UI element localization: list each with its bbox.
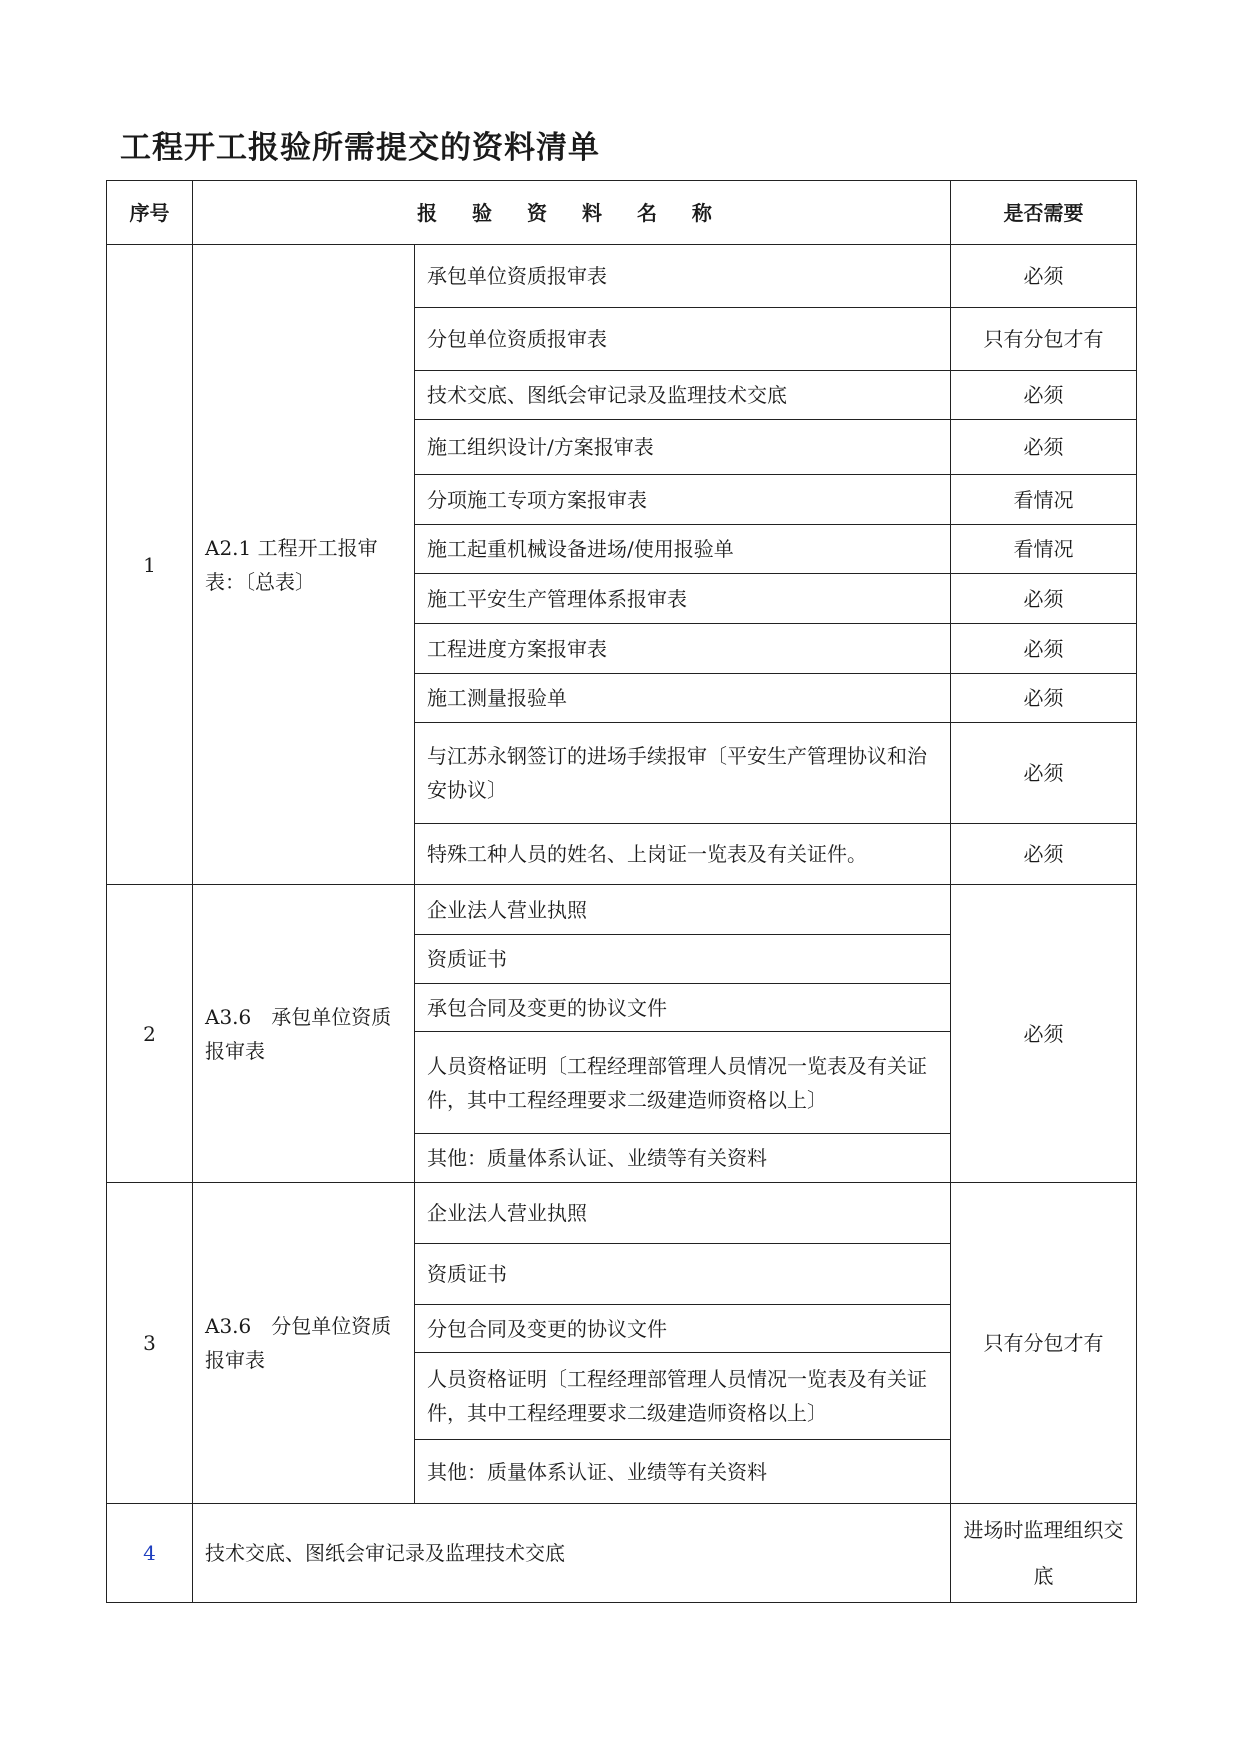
page-title: 工程开工报验所需提交的资料清单 (120, 130, 600, 166)
table-row (107, 885, 1137, 935)
item-name: 分项施工专项方案报审表 (415, 475, 951, 525)
item-required: 只有分包才有 (951, 308, 1137, 371)
item-name: 施工平安生产管理体系报审表 (415, 574, 951, 624)
table-row (107, 1183, 1137, 1244)
group-2-category: A3.6 承包单位资质报审表 (193, 885, 415, 1183)
item-required: 必须 (951, 824, 1137, 885)
table-row (107, 245, 1137, 308)
group-2-seq: 2 (107, 885, 193, 1183)
document-list-table (106, 180, 1137, 1603)
item-required: 看情况 (951, 475, 1137, 525)
item-name: 工程进度方案报审表 (415, 624, 951, 674)
group-4-name: 技术交底、图纸会审记录及监理技术交底 (193, 1504, 951, 1603)
group-4-seq: 4 (107, 1504, 193, 1603)
item-required: 必须 (951, 624, 1137, 674)
header-seq: 序号 (107, 181, 193, 245)
header-required: 是否需要 (951, 181, 1137, 245)
item-required: 必须 (951, 371, 1137, 420)
table-header-row (107, 181, 1137, 245)
group-4-required: 进场时监理组织交底 (951, 1504, 1137, 1603)
header-name: 报 验 资 料 名 称 (193, 181, 951, 245)
item-name: 施工测量报验单 (415, 674, 951, 723)
item-name: 企业法人营业执照 (415, 885, 951, 935)
group-1-category: A2.1 工程开工报审表：〔总表〕 (193, 245, 415, 885)
item-name: 资质证书 (415, 935, 951, 984)
group-2-required: 必须 (951, 885, 1137, 1183)
item-required: 必须 (951, 245, 1137, 308)
item-required: 必须 (951, 723, 1137, 824)
group-3-category: A3.6 分包单位资质报审表 (193, 1183, 415, 1504)
item-required: 必须 (951, 574, 1137, 624)
item-name: 其他：质量体系认证、业绩等有关资料 (415, 1134, 951, 1183)
item-name: 与江苏永钢签订的进场手续报审〔平安生产管理协议和治安协议〕 (415, 723, 951, 824)
item-name: 企业法人营业执照 (415, 1183, 951, 1244)
item-required: 看情况 (951, 525, 1137, 574)
item-name: 技术交底、图纸会审记录及监理技术交底 (415, 371, 951, 420)
item-required: 必须 (951, 420, 1137, 475)
item-name: 施工起重机械设备进场/使用报验单 (415, 525, 951, 574)
item-name: 人员资格证明〔工程经理部管理人员情况一览表及有关证件，其中工程经理要求二级建造师资格以上〕 (415, 1032, 951, 1134)
item-name: 分包合同及变更的协议文件 (415, 1305, 951, 1353)
group-3-seq: 3 (107, 1183, 193, 1504)
item-name: 特殊工种人员的姓名、上岗证一览表及有关证件。 (415, 824, 951, 885)
item-name: 承包合同及变更的协议文件 (415, 984, 951, 1032)
item-name: 人员资格证明〔工程经理部管理人员情况一览表及有关证件，其中工程经理要求二级建造师资格以上〕 (415, 1353, 951, 1440)
table-row (107, 1504, 1137, 1603)
item-name: 承包单位资质报审表 (415, 245, 951, 308)
item-name: 其他：质量体系认证、业绩等有关资料 (415, 1440, 951, 1504)
item-name: 资质证书 (415, 1244, 951, 1305)
group-1-seq: 1 (107, 245, 193, 885)
item-name: 施工组织设计/方案报审表 (415, 420, 951, 475)
group-3-required: 只有分包才有 (951, 1183, 1137, 1504)
item-required: 必须 (951, 674, 1137, 723)
item-name: 分包单位资质报审表 (415, 308, 951, 371)
